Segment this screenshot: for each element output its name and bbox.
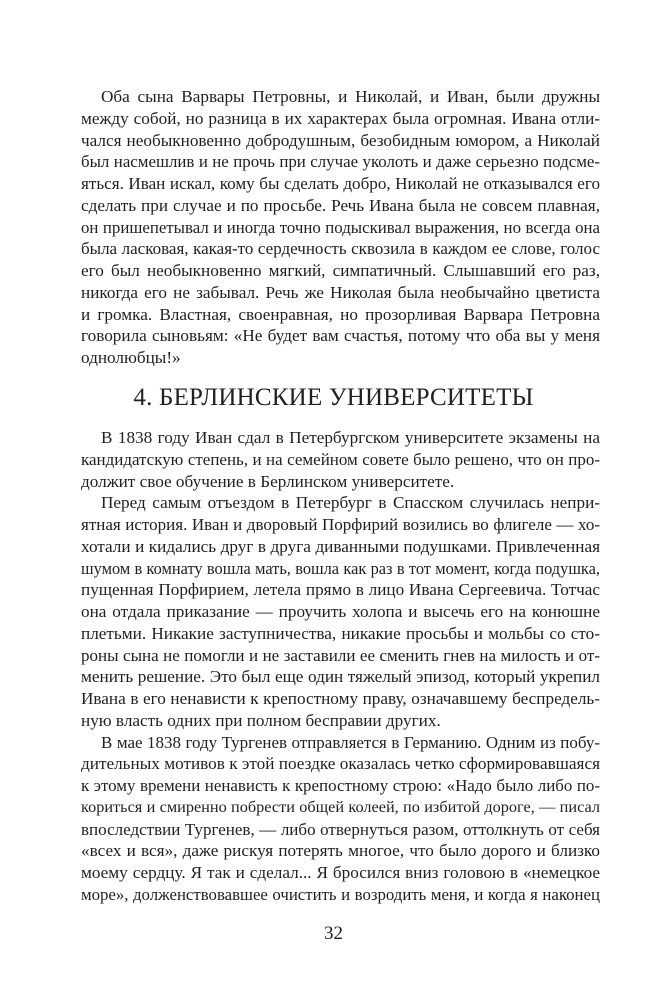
text-line: к этому времени ненависть к крепостному строю: «Надо было либо по- [81, 776, 600, 795]
text-line: «всех и вся», даже рискуя потерять многое, что было дорого и близко [81, 841, 600, 861]
text-line: плетьми. Никакие заступничества, никакие просьбы и мольбы со сто- [81, 623, 600, 643]
text-line: Оба сына Варвары Петровны, и Николай, и Иван, были дружны [101, 87, 600, 106]
text-line: ную власть одних при полном бесправии других. [81, 710, 441, 730]
text-line: Перед самым отъездом в Петербург в Спасском случилась непри- [101, 493, 600, 513]
text-line: море», долженствовавшее очистить и возродить меня, и когда я наконец [81, 884, 600, 904]
text-line: была ласковая, какая-то сердечность сквозила в каждом ее слове, голос [81, 239, 600, 259]
text-line: Ивана в его ненависти к крепостному праву, означавшему беспредель- [81, 689, 600, 708]
section-1-text [81, 86, 600, 369]
text-line: никогда его не забывал. Речь же Николая была необычайно цветиста [81, 282, 600, 302]
text-line: ятная история. Иван и дворовый Порфирий возились во флигеле — хо- [81, 515, 600, 534]
text-line: менить решение. Это был еще один тяжелый эпизод, который укрепил [81, 667, 600, 687]
text-line: должит свое обучение в Берлинском университете. [81, 471, 455, 491]
text-line: кандидатскую степень, и на семейном совете было решено, что он про- [81, 449, 600, 469]
section-2-text [81, 427, 600, 906]
text-line: и громка. Властная, своенравная, но прозорливая Варвара Петровна [81, 304, 600, 324]
text-line: между собой, но разница в их характерах была огромная. Ивана отли- [81, 108, 600, 128]
chapter-heading: 4. БЕРЛИНСКИЕ УНИВЕРСИТЕТЫ [133, 384, 534, 411]
paragraph [81, 732, 600, 906]
text-line: В 1838 году Иван сдал в Петербургском университете экзамены на [101, 428, 600, 447]
text-line: он пришепетывал и иногда точно подыскивал выражения, но всегда она [81, 217, 600, 237]
text-line: был насмешлив и не прочь при случае уколоть и даже серьезно подсме- [81, 152, 600, 172]
paragraph [81, 427, 600, 492]
text-line: роны сына не помогли и не заставили ее сменить гнев на милость и от- [81, 645, 600, 665]
paragraph [81, 492, 600, 731]
text-line: пущенная Порфирием, летела прямо в лицо Ивана Сергеевича. Тотчас [81, 580, 600, 600]
text-line: кориться и смиренно побрести общей колеей, по избитой дороге, — писал [81, 797, 600, 816]
paragraph [81, 86, 600, 369]
text-line: хотали и кидались друг в друга диванными подушками. Привлеченная [81, 536, 600, 556]
text-line: сделать при случае и по просьбе. Речь Ивана была не совсем плавная, [81, 195, 600, 215]
text-line: чался необыкновенно добродушным, безобидным юмором, а Николай [81, 130, 600, 150]
text-line: дительных мотивов к этой поездке оказалась четко сформировавшаяся [81, 754, 600, 774]
text-line: шумом в комнату вошла мать, вошла как раз в тот момент, когда подушка, [81, 558, 600, 578]
text-line: В мае 1838 году Тургенев отправляется в Германию. Одним из побу- [101, 732, 600, 752]
page-number: 32 [324, 923, 343, 944]
text-line: яться. Иван искал, кому бы сделать добро, Николай не отказывался его [81, 174, 600, 193]
text-line: говорила сыновьям: «Не будет вам счастья, потому что оба вы у меня [81, 326, 600, 346]
text-line: она отдала приказание — проучить холопа и высечь его на конюшне [81, 602, 600, 621]
text-line: его был необыкновенно мягкий, симпатичный. Слышавший его раз, [81, 261, 600, 280]
text-line: однолюбцы!» [81, 348, 181, 367]
text-line: впоследствии Тургенев, — либо отвернуться разом, оттолкнуть от себя [81, 819, 600, 839]
text-line: моему сердцу. Я так и сделал... Я бросился вниз головою в «немецкое [81, 863, 600, 882]
